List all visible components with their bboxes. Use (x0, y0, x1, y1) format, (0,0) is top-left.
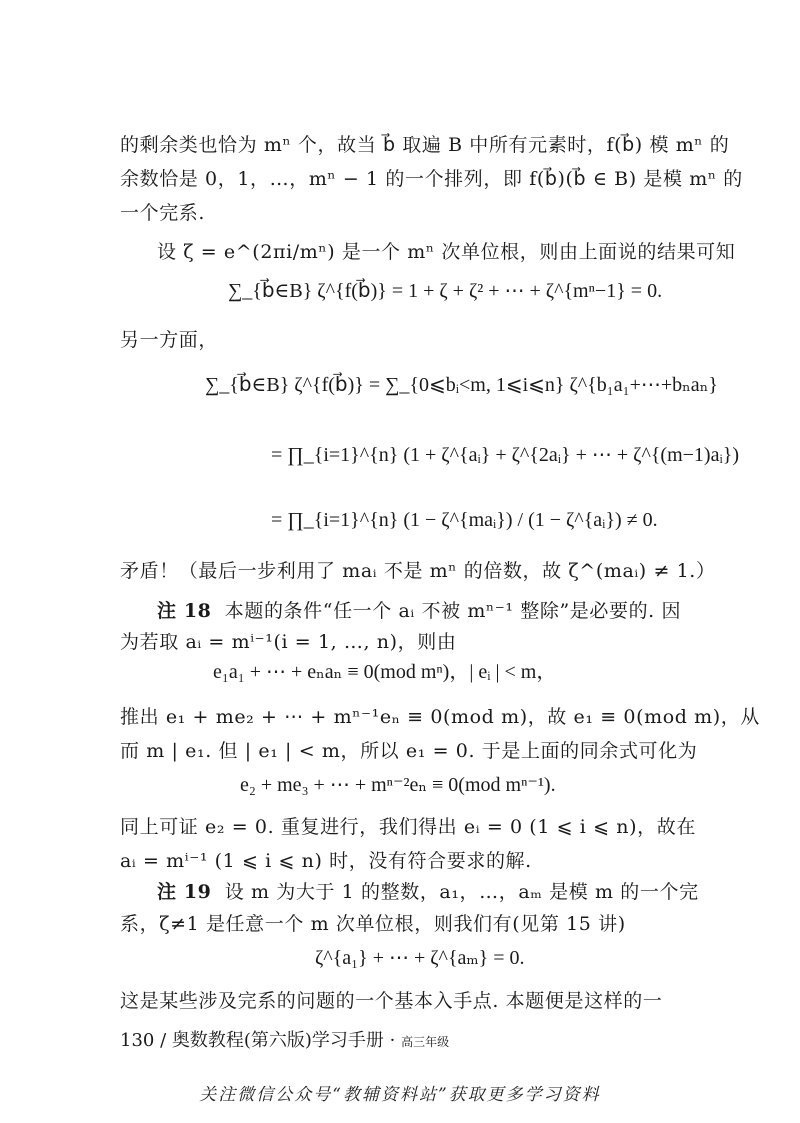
paragraph-line: 余数恰是 0，1，…，mⁿ − 1 的一个排列，即 f(b⃗)(b⃗ ∈ B) 是模 mⁿ 的 (120, 168, 743, 190)
paragraph-line: 一个完系. (120, 202, 206, 224)
paragraph-line: 而 m | e₁. 但 | e₁ | < m，所以 e₁ = 0. 于是上面的同余式可化为 (120, 740, 698, 762)
note-text: 本题的条件“任一个 aᵢ 不被 mⁿ⁻¹ 整除”是必要的. 因 (224, 600, 682, 622)
note-19-line (157, 877, 732, 907)
paragraph-line: 矛盾！（最后一步利用了 maᵢ 不是 mⁿ 的倍数，故 ζ^(maᵢ) ≠ 1.） (120, 560, 716, 582)
page-footer (120, 1028, 449, 1055)
note-text: 设 m 为大于 1 的整数，a₁，…，aₘ 是模 m 的一个完 (224, 881, 699, 903)
note-19-label: 注 19 (157, 881, 212, 903)
equation-sum-roots: ∑_{b⃗∈B} ζ^{f(b⃗)} = 1 + ζ + ζ² + ⋯ + ζ^{mⁿ−1} = 0. (228, 280, 663, 302)
paragraph-line: aᵢ = mⁱ⁻¹ (1 ⩽ i ⩽ n) 时，没有符合要求的解. (120, 850, 532, 872)
paragraph-line: 推出 e₁ + me₂ + ⋯ + mⁿ⁻¹eₙ ≡ 0(mod m)，故 e₁ ≡ 0(mod m)，从 (120, 706, 760, 728)
equation-product-line-3: = ∏_{i=1}^{n} (1 − ζ^{maᵢ}) / (1 − ζ^{aᵢ}) ≠ 0. (271, 509, 658, 531)
note-18-line (157, 596, 732, 626)
equation-product-line-2: = ∏_{i=1}^{n} (1 + ζ^{aᵢ} + ζ^{2aᵢ} + ⋯ + ζ^{(m−1)aᵢ}) (271, 444, 739, 466)
paragraph-line: 的剩余类也恰为 mⁿ 个，故当 b⃗ 取遍 B 中所有元素时，f(b⃗) 模 mⁿ 的 (120, 134, 730, 156)
paragraph-line: 另一方面， (120, 329, 219, 351)
page-number: 130 (120, 1030, 155, 1051)
paragraph-line: 设 ζ = e^(2πi/mⁿ) 是一个 mⁿ 次单位根，则由上面说的结果可知 (157, 241, 736, 263)
grade-label: 高三年级 (401, 1035, 450, 1049)
note-18-label: 注 18 (157, 600, 212, 622)
paragraph-line: 系，ζ≠1 是任意一个 m 次单位根，则我们有(见第 15 讲) (120, 913, 626, 935)
watermark-text: 关注微信公众号“教辅资料站”获取更多学习资料 (199, 1085, 601, 1105)
paragraph-line: 同上可证 e₂ = 0. 重复进行，我们得出 eᵢ = 0 (1 ⩽ i ⩽ n)，故在 (120, 816, 696, 838)
equation-congruence-2: e₂ + me₃ + ⋯ + mⁿ⁻²eₙ ≡ 0(mod mⁿ⁻¹). (240, 774, 556, 796)
book-title: / 奥数教程(第六版)学习手册 · (160, 1030, 396, 1051)
paragraph-line: 这是某些涉及完系的问题的一个基本入手点. 本题便是这样的一 (120, 990, 663, 1012)
paragraph-line: 为若取 aᵢ = mⁱ⁻¹(i = 1, …, n)，则由 (120, 631, 457, 653)
equation-product-line-1: ∑_{b⃗∈B} ζ^{f(b⃗)} = ∑_{0⩽bᵢ<m, 1⩽i⩽n} ζ^{b₁a₁+⋯+bₙaₙ} (205, 374, 718, 396)
equation-root-sum: ζ^{a₁} + ⋯ + ζ^{aₘ} = 0. (315, 947, 525, 969)
equation-congruence-1: e₁a₁ + ⋯ + eₙaₙ ≡ 0(mod mⁿ)，| eᵢ | < m， (213, 661, 557, 683)
